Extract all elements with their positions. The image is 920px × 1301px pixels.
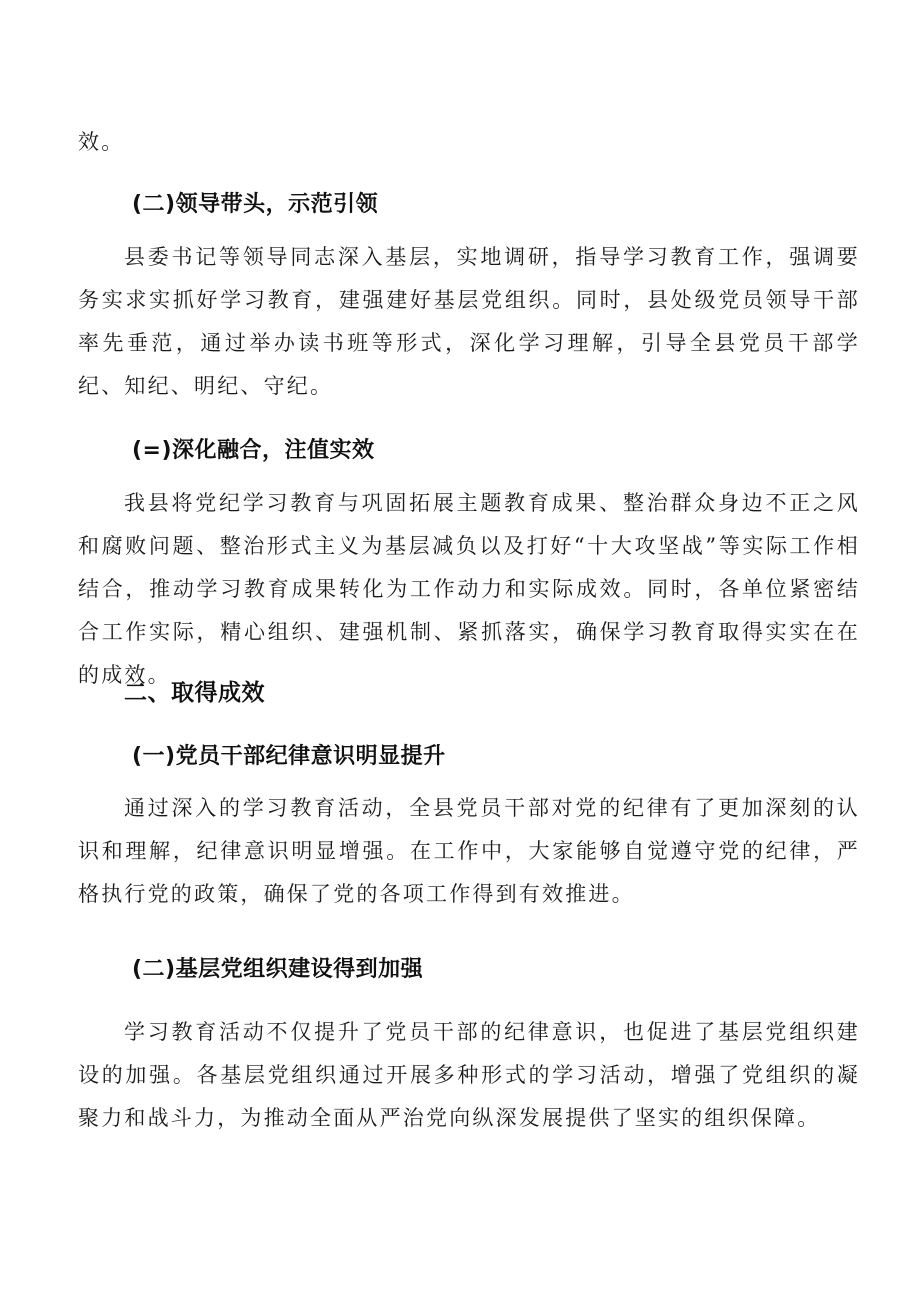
section-heading-discipline-awareness: (一)党员干部纪律意识明显提升	[132, 744, 446, 769]
paragraph-grassroots: 学习教育活动不仅提升了党员干部的纪律意识，也促进了基层党组织建设的加强。各基层党组织通过开展多种形式的学习活动，增强了党组织的凝聚力和战斗力，为推动全面从严治党向纵深发展提供了坚实的组织保障。	[78, 1020, 860, 1130]
section-heading-results: 二、取得成效	[124, 680, 265, 706]
paragraph-leadership: 县委书记等领导同志深入基层，实地调研，指导学习教育工作，强调要务实求实抓好学习教育，建强建好基层党组织。同时，县处级党员领导干部率先垂范，通过举办读书班等形式，深化学习理解，引导全县党员干部学纪、知纪、明纪、守纪。	[78, 245, 860, 398]
section-heading-leadership: (二)领导带头，示范引领	[132, 192, 379, 217]
paragraph-integration: 我县将党纪学习教育与巩固拓展主题教育成果、整治群众身边不正之风和腐败问题、整治形式主义为基层减负以及打好“十大攻坚战”等实际工作相结合，推动学习教育成果转化为工作动力和实际成效。同时，各单位紧密结合工作实际，精心组织、建强机制、紧抓落实，确保学习教育取得实实在在的成效。	[78, 491, 860, 687]
paragraph-discipline-awareness: 通过深入的学习教育活动，全县党员干部对党的纪律有了更加深刻的认识和理解，纪律意识明显增强。在工作中，大家能够自觉遵守党的纪律，严格执行党的政策，确保了党的各项工作得到有效推进。	[78, 796, 860, 906]
paragraph-continuation: 效。	[78, 130, 125, 154]
section-heading-integration: (=)深化融合，注值实效	[132, 438, 375, 463]
section-heading-grassroots: (二)基层党组织建设得到加强	[132, 957, 424, 982]
